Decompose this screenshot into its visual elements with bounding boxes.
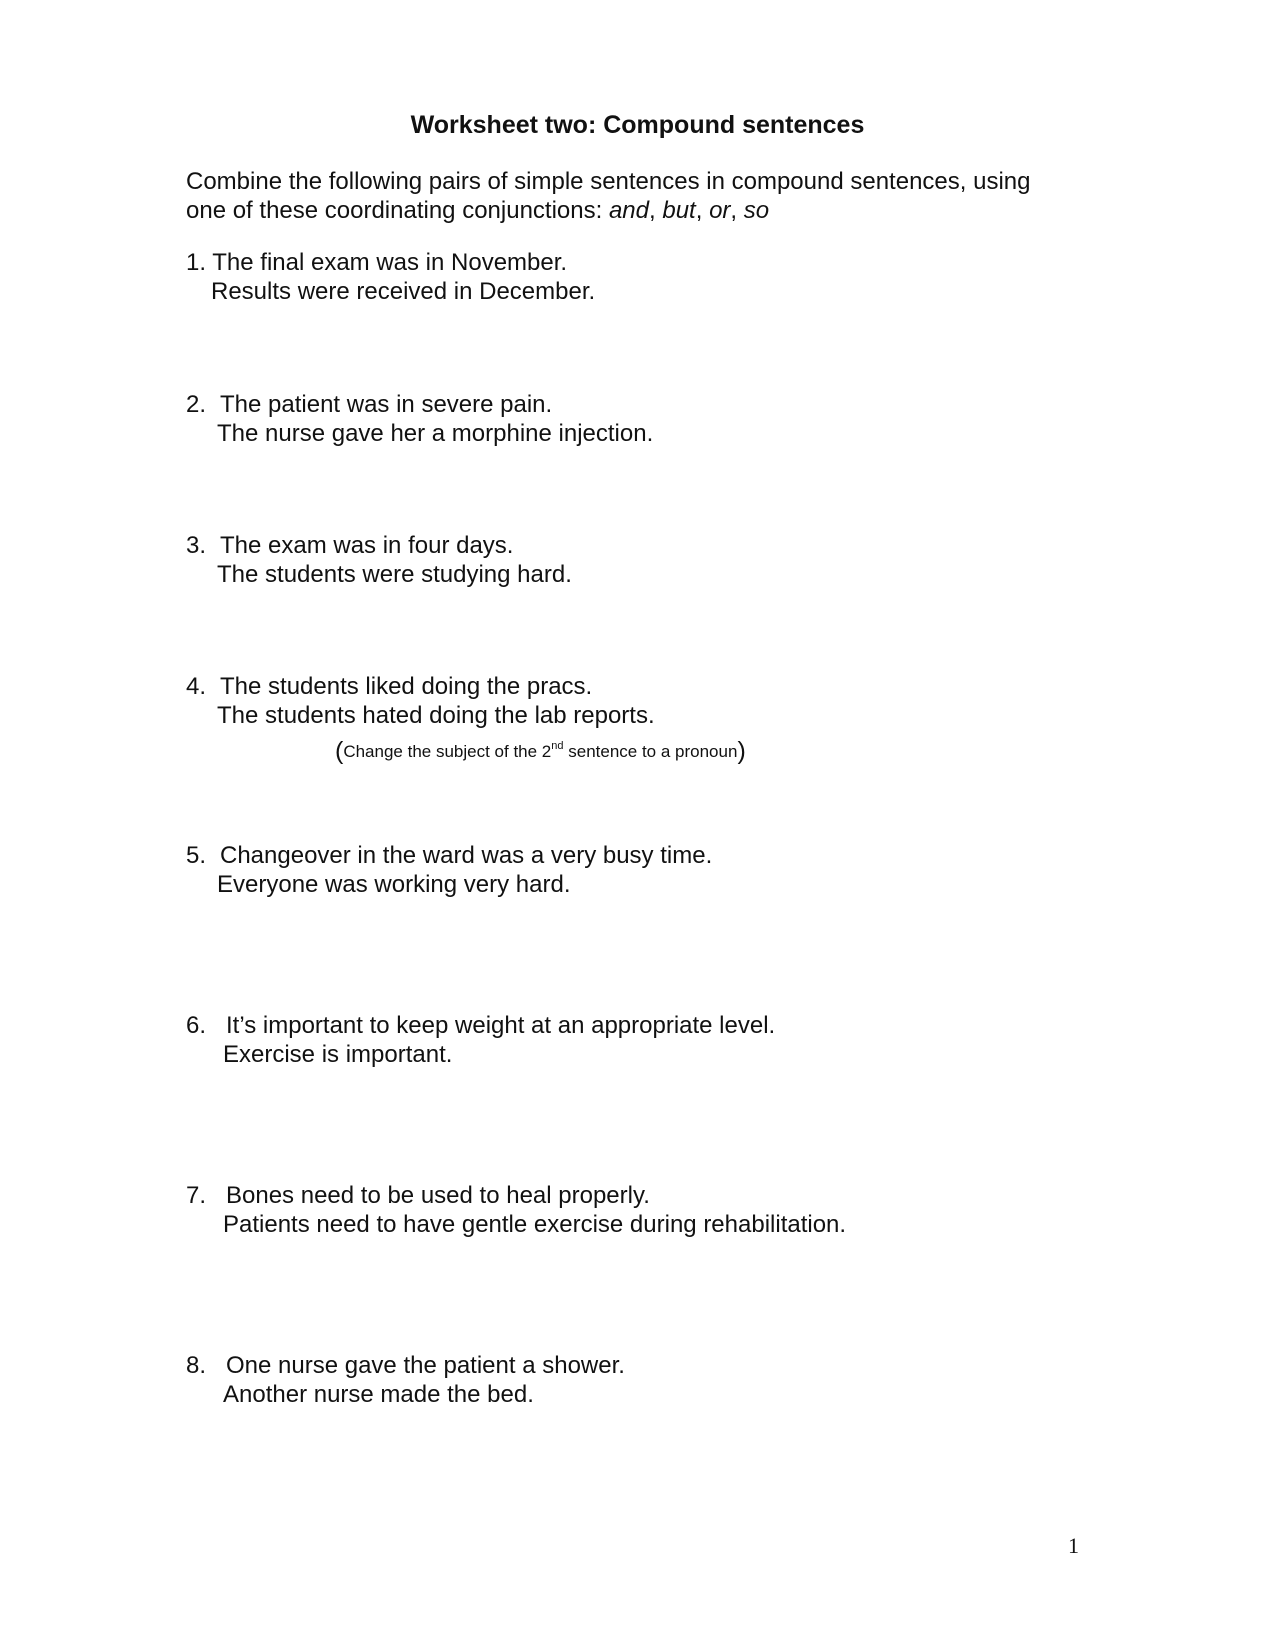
question-4	[186, 672, 655, 730]
question-2	[186, 390, 654, 448]
conjunction-or: or	[709, 197, 731, 224]
instructions-line-2: one of these coordinating conjunctions: and, but, or, so	[186, 197, 770, 224]
question-7	[186, 1181, 847, 1239]
question-first-sentence: 6. It’s important to keep weight at an appropriate level.	[186, 1012, 776, 1039]
question-second-sentence: Results were received in December.	[211, 278, 596, 305]
question-second-sentence: Another nurse made the bed.	[223, 1381, 534, 1408]
question-first-sentence: 1. The final exam was in November.	[186, 249, 568, 276]
question-number: 7.	[186, 1182, 207, 1209]
question-3	[186, 531, 572, 589]
question-first-sentence: 5. Changeover in the ward was a very busy time.	[186, 842, 713, 869]
question-second-sentence: Patients need to have gentle exercise during rehabilitation.	[223, 1211, 847, 1238]
pronoun-note: (Change the subject of the 2nd sentence to a pronoun)	[335, 737, 746, 765]
question-number: 6.	[186, 1012, 207, 1039]
question-second-sentence: Exercise is important.	[223, 1041, 453, 1068]
conjunction-and: and	[608, 197, 649, 224]
question-number: 5.	[186, 842, 207, 869]
conjunction-so: so	[743, 197, 770, 224]
question-8	[186, 1351, 625, 1409]
instructions	[186, 167, 1086, 225]
question-first-sentence: 3. The exam was in four days.	[186, 532, 514, 559]
conjunction-but: but	[662, 197, 696, 224]
question-first-sentence: 2. The patient was in severe pain.	[186, 391, 553, 418]
question-second-sentence: The nurse gave her a morphine injection.	[217, 420, 654, 447]
question-second-sentence: The students hated doing the lab reports.	[217, 702, 655, 729]
question-6	[186, 1011, 775, 1069]
instructions-line-1: Combine the following pairs of simple sentences in compound sentences, using	[186, 168, 1031, 195]
question-number: 2.	[186, 391, 207, 418]
question-number: 8.	[186, 1352, 207, 1379]
page-number: 1	[1068, 1533, 1079, 1558]
question-number: 1.	[186, 249, 207, 276]
worksheet-title: Worksheet two: Compound sentences	[410, 111, 865, 139]
question-second-sentence: The students were studying hard.	[217, 561, 572, 588]
question-number: 4.	[186, 673, 207, 700]
question-first-sentence: 4. The students liked doing the pracs.	[186, 673, 593, 700]
question-second-sentence: Everyone was working very hard.	[217, 871, 571, 898]
instructions-prefix: one of these coordinating conjunctions:	[186, 197, 609, 224]
question-first-sentence: 7. Bones need to be used to heal properly.	[186, 1182, 650, 1209]
question-first-sentence: 8. One nurse gave the patient a shower.	[186, 1352, 625, 1379]
question-5	[186, 841, 712, 899]
question-number: 3.	[186, 532, 207, 559]
question-1	[186, 248, 596, 306]
